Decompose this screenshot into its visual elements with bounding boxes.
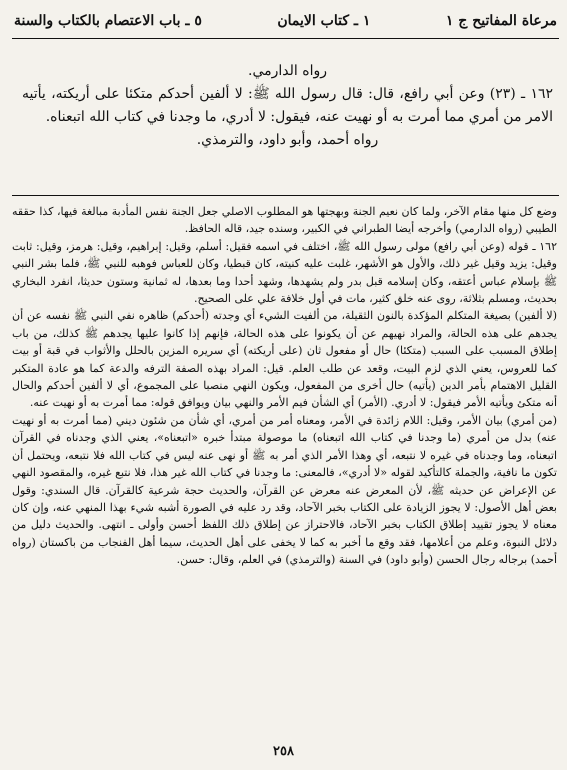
previous-hadith-source: رواه الدارمي. [248,63,327,79]
section-rule [12,195,559,196]
hadith-source: رواه أحمد، وأبو داود، والترمذي. [196,132,379,148]
running-header [14,6,557,36]
commentary-paragraph: (من أمري) بيان الأمر، وقيل: اللام زائدة في الأمر، ومعناه أمر من أمري، أي شأن من شئون ديني (مما أمرت به أو نهيت عنه) بدل من أمري (ما وجدنا في كتاب الله اتبعناه) ما موصولة مبتدأ خبره «اتبعناه»، يعني الذي وجدناه في القرآن اتبعناه، وما وجدناه في غيره لا نتبعه، أي وهذا الأمر الذي أمر به ﷺ أو نهى عنه ليس في كتاب الله فلا نتبعه، ويحتمل أن تكون ما نافية، والجملة كالتأكيد لقوله «لا أدري»، فالمعنى: ما وجدنا في كتاب الله غير هذا، فلا نتبع غيره، والمقصود النهي عن الإعراض عن حديثه ﷺ، لأن المعرض عنه معرض عن القرآن، والحديث حجة شرعية كالقرآن. قال السندي: وقول بعض أهل الأصول: لا يجوز الزيادة على الكتاب بخبر الآحاد، وقد رد عليه في الصورة أشبه شيء بهذا المنهي عنه، وإن كان معناه لا يجوز تقييد إطلاق الكتاب بخبر الآحاد، فالاحتراز عن إطلاق ذلك اللفظ أحسن وأولى ـ انتهى. والحديث دليل من دلائل النبوة، وعلم من أعلامها، فقد وقع ما أخبر به كما لا يخفى على أهل الحديث، سيما أهل الفنجاب من باكستان (رواه أحمد) برجاله رجال الحسن (وأبو داود) في السنة (والترمذي) في العلم، وقال: حسن. [12,413,557,567]
kitab-title: ١ ـ كتاب الايمان [277,13,371,29]
commentary-paragraph: (لا ألفين) بصيغة المتكلم المؤكدة بالنون الثقيلة، من ألفيت الشيء أي وجدته (أحدكم) ظاهره نفي النبي ﷺ نفسه عن أن يجدهم على هذه الحالة، والمراد نهيهم عن أن يكونوا على هذه الحالة، فإنهم إذا كانوا عليها يجدهم ﷺ كذلك، من باب إطلاق المسبب على السبب (متكئا) حال أو مفعول ثان (على أريكته) أي سريره المزين بالحلل والأثواب في قبة أو بيت كما للعروس، يعني الذي لزم البيت، وقعد عن طلب العلم. قيل: المراد بهذه الصفة الترفه والدعة كما هو عادة المتكبر القليل الاهتمام بأمر الدين (يأتيه) حال أخرى من المفعول، ويكون النهي منصبا على المجموع، أي لا ألفين أحدكم والحال أنه متكئ ويأتيه الأمر فيقول: لا أدري. (الأمر) أي الشأن فيم الأمر والنهي بيان ويوافق قوله: مما أمرت به أو نهيت عنه. [12,309,557,410]
commentary-block [12,203,557,740]
header-rule [12,38,559,39]
commentary-paragraph: ١٦٢ ـ قوله (وعن أبي رافع) مولى رسول الله ﷺ، اختلف في اسمه فقيل: أسلم، وقيل: إبراهيم، وقيل: هرمز، وقيل: ثابت وقيل: يزيد وقيل غير ذلك، والأول هو الأشهر، غلبت عليه كنيته، كان قبطيا، وكان للعباس فوهبه للنبي ﷺ، فلما بشر النبي ﷺ بإسلام عباس أعتقه، وكان إسلامه قبل بدر ولم يشهدها، وشهد أحدا وما بعدها، له ثمانية وستون حديثا، انفرد البخاري بحديث، ومسلم بثلاثة، روى عنه خلق كثير، مات في أول خلافة علي على الصحيح. [12,239,557,306]
commentary-paragraph: وضع كل منها مقام الآخر، ولما كان نعيم الجنة وبهجتها هو المطلوب الاصلي جعل الجنة نفس المأدبة مبالغة فيها، كذا حققه الطيبي (رواه الدارمي) وأخرجه أيضا الطبراني في الكبير، وسنده جيد، قاله الحافظ. [12,205,557,236]
page-number: ٢٥٨ [273,744,294,759]
book-title: مرعاة المفاتيح ج ١ [445,13,557,29]
hadith-block [22,60,553,152]
bab-title: ٥ ـ باب الاعتصام بالكتاب والسنة [14,13,202,29]
hadith-text: ١٦٢ ـ (٢٣) وعن أبي رافع، قال: قال رسول الله ﷺ: لا ألفين أحدكم متكئا على أريكته، يأتيه الامر من أمري مما أمرت به أو نهيت عنه، فيقول: لا أدري، ما وجدنا في كتاب الله اتبعناه. [22,86,553,125]
